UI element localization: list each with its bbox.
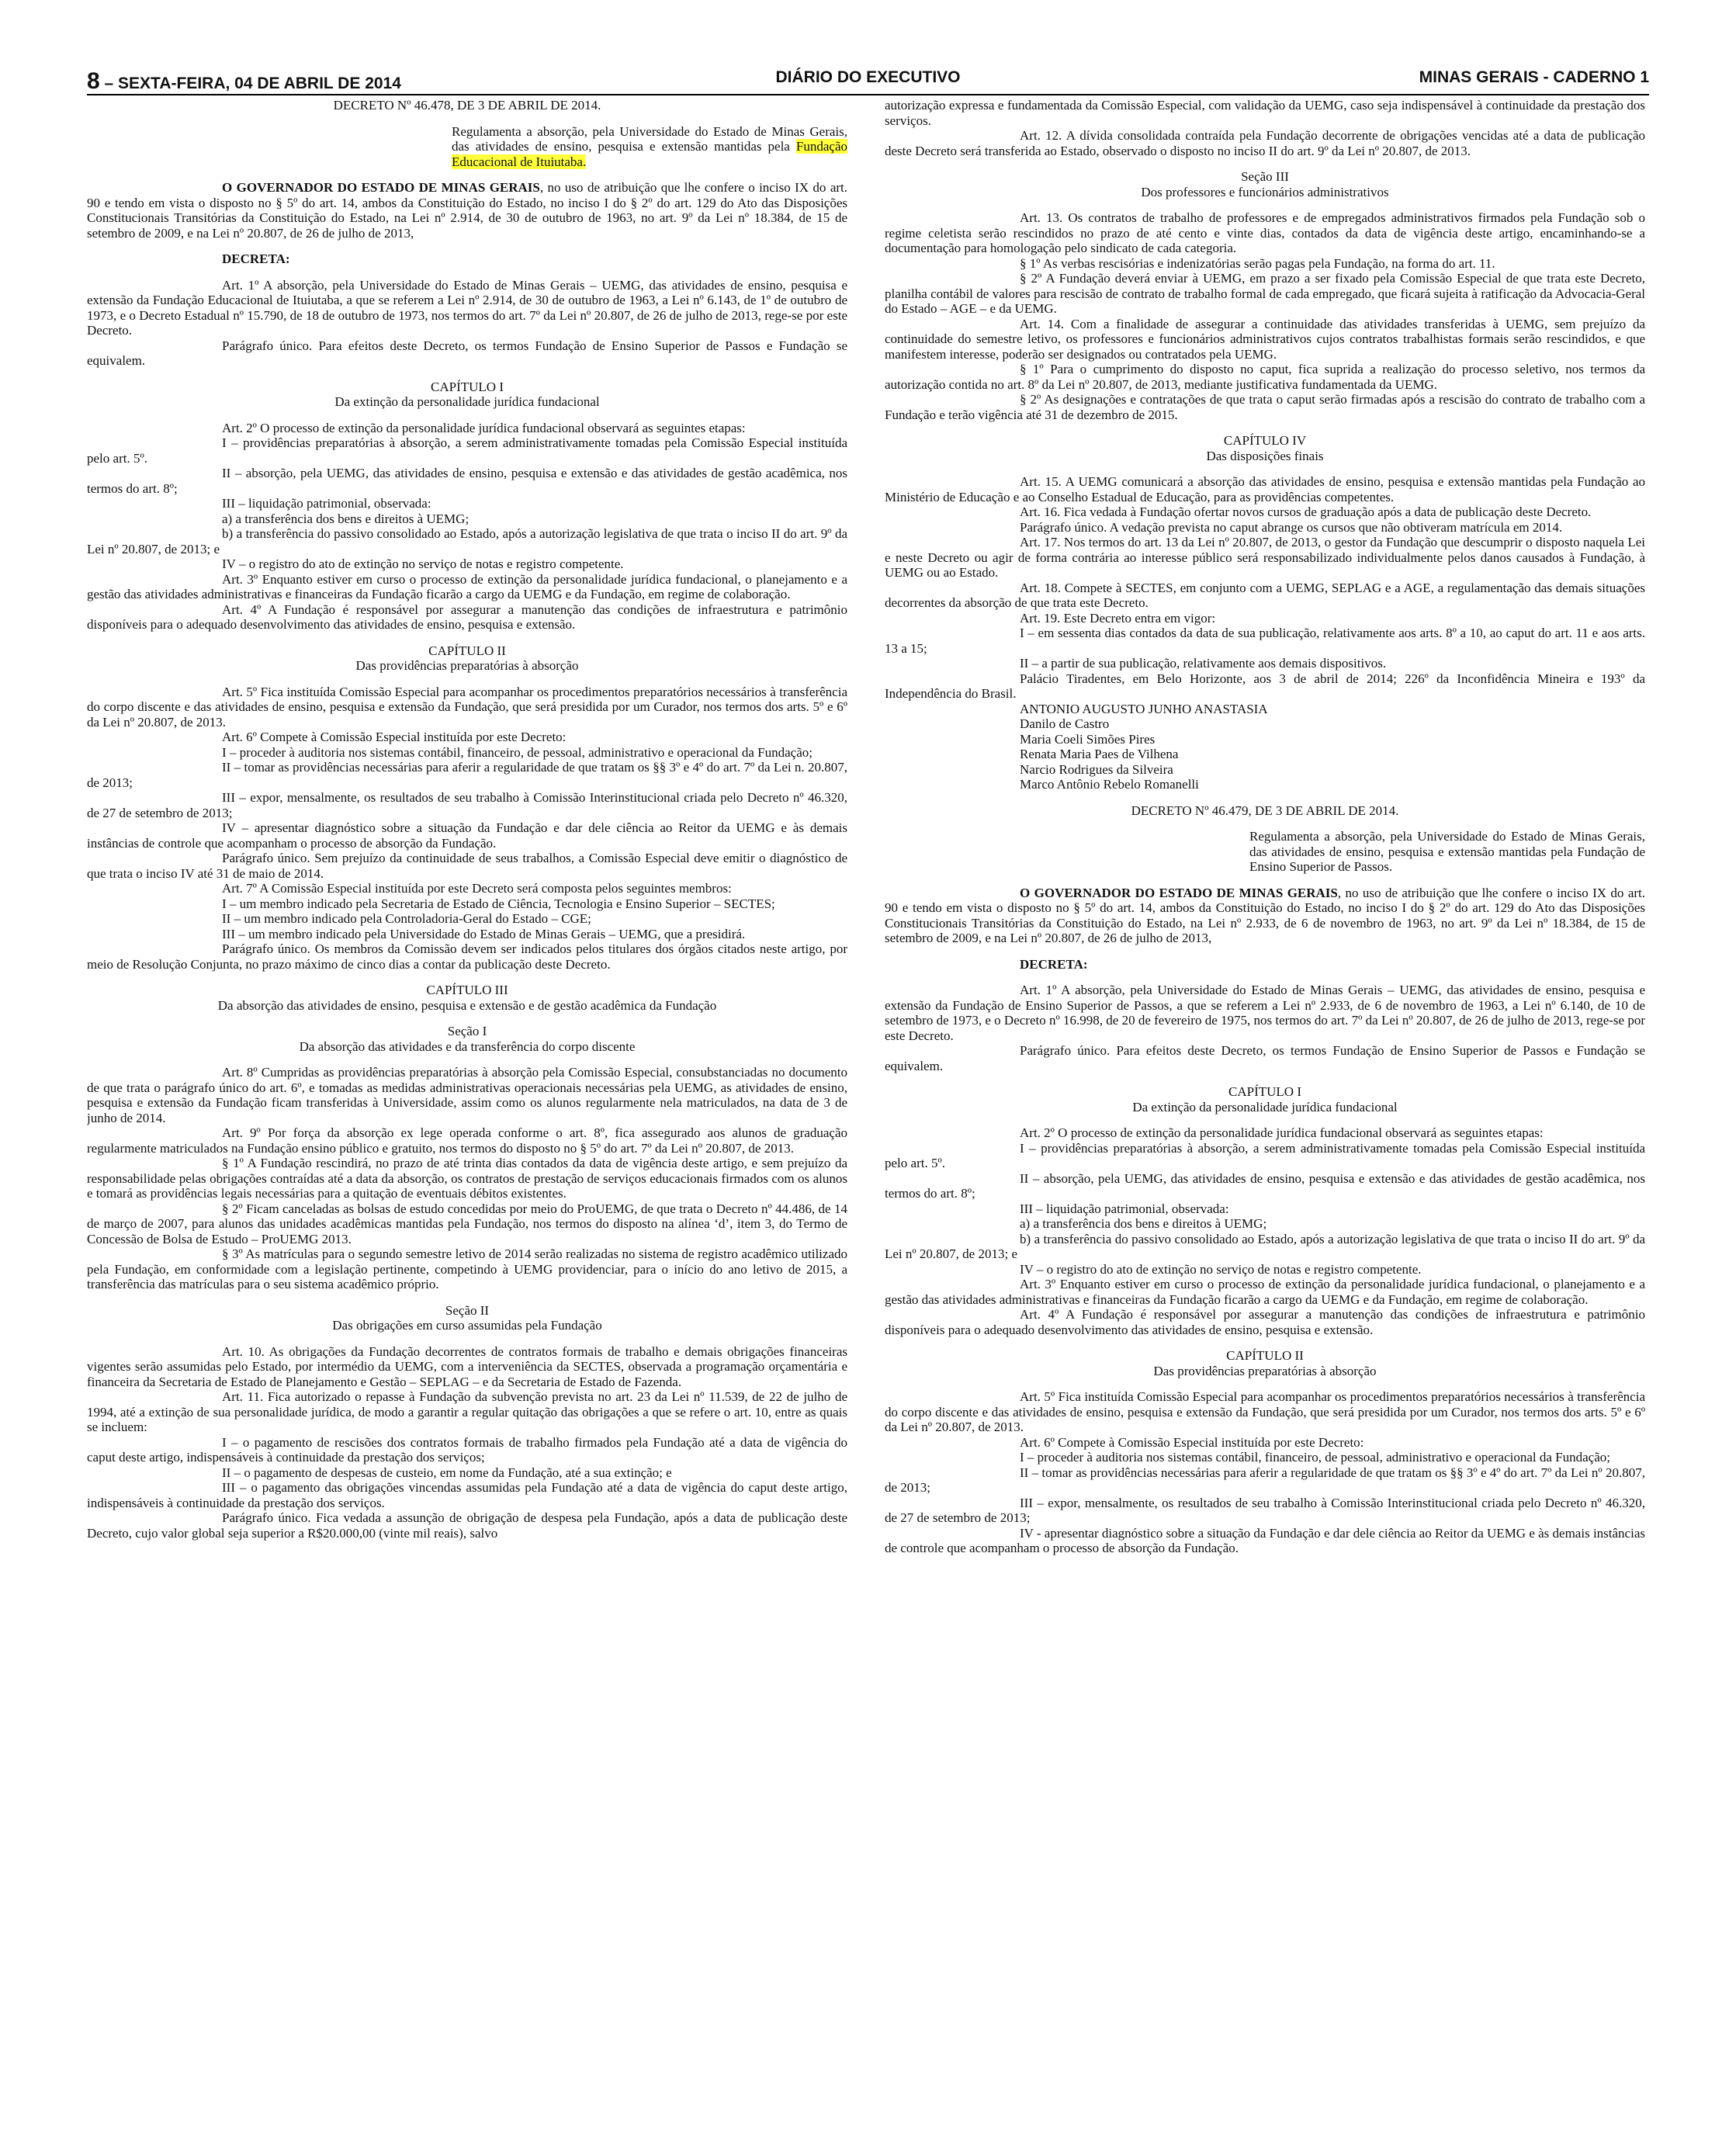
- article: Art. 4º A Fundação é responsável por assegurar a manutenção das condições de infraestrutura e patrimônio disponíveis para o adequado desenvolvimento das atividades de ensino, pesquisa e extensão.: [87, 601, 847, 632]
- article: Art. 6º Compete à Comissão Especial instituída por este Decreto:: [1020, 1434, 1364, 1450]
- ementa: Regulamenta a absorção, pela Universidade do Estado de Minas Gerais, das atividades de ensino, pesquisa e extensão mantidas pela Fundação de Ensino Superior de Passos.: [1249, 829, 1645, 874]
- header-rule: [87, 94, 1649, 95]
- chapter-heading: CAPÍTULO I: [1228, 1084, 1301, 1099]
- article: Art. 6º Compete à Comissão Especial instituída por este Decreto:: [222, 730, 567, 744]
- ementa-highlight: Fundação Educacional de Ituiutaba.: [452, 139, 847, 169]
- paragraph: § 2º A Fundação deverá enviar à UEMG, em prazo a ser fixado pela Comissão Especial de que trata este Decreto, planilha contábil de valores para rescisão de contrato de trabalho formal de cada empregado, que ficará sujeita à ratificação da Advocacia-Geral do Estado – AGE – e da UEMG.: [885, 271, 1645, 316]
- item: I – providências preparatórias à absorção, a serem administrativamente tomadas pela Comissão Especial instituída pelo art. 5º.: [885, 1140, 1645, 1170]
- item: I – um membro indicado pela Secretaria de Estado de Ciência, Tecnologia e Ensino Superior – SECTES;: [222, 896, 775, 911]
- signatory-name: Danilo de Castro: [1020, 716, 1110, 731]
- item: III – liquidação patrimonial, observada:: [1020, 1201, 1229, 1216]
- article: Art. 13. Os contratos de trabalho de professores e de empregados administrativos firmados pela Fundação sob o regime celetista serão rescindidos no prazo de até cento e vinte dias, contados da data de vigência deste artigo, encaminhando-se a documentação para homologação pelo sindicato de cada categoria.: [885, 210, 1645, 255]
- article: Art. 19. Este Decreto entra em vigor:: [1020, 610, 1216, 626]
- chapter-heading: CAPÍTULO II: [1226, 1348, 1304, 1363]
- section-heading: Seção III: [1241, 169, 1289, 184]
- ementa-text: Regulamenta a absorção, pela Universidade do Estado de Minas Gerais, das atividades de ensino, pesquisa e extensão mantidas pela: [452, 123, 847, 154]
- item: I – providências preparatórias à absorção, a serem administrativamente tomadas pela Comissão Especial instituída pelo art. 5º.: [87, 435, 847, 466]
- item: II – o pagamento de despesas de custeio, em nome da Fundação, até a sua extinção; e: [222, 1465, 672, 1480]
- paragraph: § 1º As verbas rescisórias e indenizatórias serão pagas pela Fundação, na forma do art. 11.: [1020, 255, 1495, 271]
- item: II – um membro indicado pela Controladoria-Geral do Estado – CGE;: [222, 911, 591, 926]
- chapter-heading: CAPÍTULO IV: [1223, 433, 1307, 448]
- article: Art. 3º Enquanto estiver em curso o processo de extinção da personalidade jurídica fundacional, o planejamento e a gestão das atividades administrativas e financeiras da Fundação ficarão a cargo da UEMG e da Fundação, em regime de colaboração.: [87, 571, 847, 601]
- article: Art. 12. A dívida consolidada contraída pela Fundação decorrente de obrigações vencidas até a data de publicação deste Decreto será transferida ao Estado, observado o disposto no inciso II do art. 9º da Lei nº 20.807, de 2013.: [885, 128, 1645, 158]
- chapter-title: Da absorção das atividades de ensino, pesquisa e extensão e de gestão acadêmica da Fundação: [217, 997, 717, 1013]
- signatory-name: ANTONIO AUGUSTO JUNHO ANASTASIA: [1020, 701, 1268, 716]
- article: Art. 18. Compete à SECTES, em conjunto com a UEMG, SEPLAG e a AGE, a regulamentação das demais situações decorrentes da absorção de que trata este Decreto.: [885, 580, 1645, 610]
- article: Art. 4º A Fundação é responsável por assegurar a manutenção das condições de infraestrutura e patrimônio disponíveis para o adequado desenvolvimento das atividades de ensino, pesquisa e extensão.: [885, 1307, 1645, 1337]
- article: Art. 1º A absorção, pela Universidade do Estado de Minas Gerais – UEMG, das atividades de ensino, pesquisa e extensão da Fundação Educacional de Ituiutaba, a que se referem a Lei nº 2.914, de 30 de outubro de 1963, a Lei nº 6.143, de 1º de outubro de 1973, e o Decreto Estadual nº 15.790, de 18 de outubro de 1973, nos termos do art. 7º da Lei nº 20.807, de 26 de julho de 2013, rege-se por este Decreto.: [87, 277, 847, 338]
- paragraph: Parágrafo único. A vedação prevista no caput abrange os cursos que não obtiveram matrícula em 2014.: [1020, 519, 1563, 535]
- preamble-text: , no uso de atribuição que lhe confere o inciso IX do art. 90 e tendo em vista o disposto no § 5º do art. 14, ambos da Constituição do Estado, no inciso I do § 2º do art. 129 do Ato das Disposições Constitucionais Transitórias da Constituição do Estado, na Lei nº 2.933, de 6 de novembro de 1963, no art. 9º da Lei nº 18.384, de 15 de setembro de 2009, e na Lei nº 20.807, de 26 de julho de 2013,: [885, 885, 1645, 945]
- article: Art. 10. As obrigações da Fundação decorrentes de contratos formais de trabalho e demais obrigações financeiras vigentes serão assumidas pelo Estado, por intermédio da UEMG, com a interveniência da SECTES, observada a programação orçamentária e financeira da Secretaria de Estado de Planejamento e Gestão – SEPLAG – e da Secretaria de Estado de Fazenda.: [87, 1343, 847, 1389]
- item: III – um membro indicado pela Universidade do Estado de Minas Gerais – UEMG, que a presidirá.: [222, 926, 746, 941]
- signatory-name: Renata Maria Paes de Vilhena: [1020, 747, 1179, 761]
- section-title: Da absorção das atividades e da transferência do corpo discente: [299, 1038, 636, 1054]
- section-heading: Seção II: [445, 1302, 490, 1318]
- paragraph: Parágrafo único. Sem prejuízo da continuidade de seus trabalhos, a Comissão Especial deve emitir o diagnóstico de que trata o inciso IV até 31 de maio de 2014.: [87, 851, 847, 881]
- left-column: [87, 98, 847, 2069]
- paragraph: § 2º As designações e contratações de que trata o caput serão firmadas após a rescisão do contrato de trabalho com a Fundação e terão vigência até 31 de dezembro de 2015.: [885, 392, 1645, 422]
- paragraph: Parágrafo único. Para efeitos deste Decreto, os termos Fundação de Ensino Superior de Passos e Fundação se equivalem.: [87, 338, 847, 368]
- preamble: [885, 886, 1645, 946]
- item: II – absorção, pela UEMG, das atividades de ensino, pesquisa e extensão e das atividades de gestão acadêmica, nos termos do art. 8º;: [885, 1170, 1645, 1201]
- chapter-title: Da extinção da personalidade jurídica fundacional: [1132, 1099, 1398, 1115]
- place-date: Palácio Tiradentes, em Belo Horizonte, aos 3 de abril de 2014; 226º da Inconfidência Mineira e 193º da Independência do Brasil.: [885, 671, 1645, 701]
- chapter-title: Das disposições finais: [1206, 448, 1324, 463]
- article: Art. 11. Fica autorizado o repasse à Fundação da subvenção prevista no art. 23 da Lei nº 11.539, de 22 de julho de 1994, até a extinção de sua personalidade jurídica, de modo a garantir a regular quitação das obrigações a que se refere o art. 10, entre as quais se incluem:: [87, 1389, 847, 1434]
- decree-title: DECRETO Nº 46.479, DE 3 DE ABRIL DE 2014.: [1131, 803, 1399, 818]
- right-column: [885, 98, 1645, 2069]
- article: Art. 8º Cumpridas as providências preparatórias à absorção pela Comissão Especial, consubstanciadas no documento de que trata o parágrafo único do art. 6º, e tomadas as medidas administrativas operacionais necessárias pela UEMG, as atividades de ensino, pesquisa e extensão da Fundação ficam transferidas à Universidade, assim como os alunos regularmente nela matriculados, na data de 3 de junho de 2014.: [87, 1065, 847, 1125]
- article: Art. 3º Enquanto estiver em curso o processo de extinção da personalidade jurídica fundacional, o planejamento e a gestão das atividades administrativas e financeiras da Fundação ficarão a cargo da UEMG e da Fundação, em regime de colaboração.: [885, 1277, 1645, 1307]
- chapter-heading: CAPÍTULO I: [431, 379, 504, 394]
- item: a) a transferência dos bens e direitos à UEMG;: [1020, 1216, 1267, 1231]
- article: Art. 5º Fica instituída Comissão Especial para acompanhar os procedimentos preparatórios necessários à transferência do corpo discente e das atividades de ensino, pesquisa e extensão da Fundação, que será presidida por um Curador, nos termos dos arts. 5º e 6º da Lei nº 20.807, de 2013.: [87, 684, 847, 730]
- signatory-name: Maria Coeli Simões Pires: [1020, 731, 1156, 747]
- page-header: [87, 68, 1649, 95]
- item: I – proceder à auditoria nos sistemas contábil, financeiro, de pessoal, administrativo e operacional da Fundação;: [1020, 1450, 1610, 1465]
- article: Art. 14. Com a finalidade de assegurar a continuidade das atividades transferidas à UEMG, sem prejuízo da continuidade do semestre letivo, os professores e funcionários administrativos cujos contratos trabalhistas formais serão rescindidos, e que manifestem interesse, poderão ser designados ou contratados pela UEMG.: [885, 316, 1645, 362]
- preamble-text: , no uso de atribuição que lhe confere o inciso IX do art. 90 e tendo em vista o disposto no § 5º do art. 14, ambos da Constituição do Estado, no inciso I do § 2º do art. 129 do Ato das Disposições Constitucionais Transitórias da Constituição do Estado, na Lei nº 2.914, de 30 de outubro de 1963, no art. 9º da Lei nº 18.384, de 15 de setembro de 2009, e na Lei nº 20.807, de 26 de julho de 2013,: [87, 180, 847, 241]
- article: Art. 9º Por força da absorção ex lege operada conforme o art. 8º, fica assegurado aos alunos de graduação regularmente matriculados na Fundação ensino público e gratuito, nos termos do disposto no § 5º do art. 7º da Lei nº 20.807, de 2013.: [87, 1125, 847, 1156]
- paragraph: Parágrafo único. Fica vedada a assunção de obrigação de despesa pela Fundação, após a data de publicação deste Decreto, cujo valor global seja superior a R$20.000,00 (vinte mil reais), salvo: [87, 1510, 847, 1541]
- paragraph: § 1º Para o cumprimento do disposto no caput, fica suprida a realização do processo seletivo, nos termos da autorização contida no art. 8º da Lei nº 20.807, de 2013, mediante justificativa fundamentada da UEMG.: [885, 362, 1645, 392]
- preamble: [87, 180, 847, 241]
- item: b) a transferência do passivo consolidado ao Estado, após a autorização legislativa de que trata o inciso II do art. 9º da Lei nº 20.807, de 2013; e: [87, 526, 847, 556]
- item: III – o pagamento das obrigações vincendas assumidas pela Fundação até a data de vigência do caput deste artigo, indispensáveis à continuidade da prestação dos serviços.: [87, 1480, 847, 1510]
- item: I – o pagamento de rescisões dos contratos formais de trabalho firmados pela Fundação até a data de vigência do caput deste artigo, indispensáveis à continuidade da prestação dos serviços;: [87, 1434, 847, 1465]
- section-title: Das obrigações em curso assumidas pela Fundação: [332, 1318, 602, 1333]
- signatory-name: Narcio Rodrigues da Silveira: [1020, 761, 1173, 777]
- item: b) a transferência do passivo consolidado ao Estado, após a autorização legislativa de que trata o inciso II do art. 9º da Lei nº 20.807, de 2013; e: [885, 1231, 1645, 1261]
- item: IV – o registro do ato de extinção no serviço de notas e registro competente.: [1020, 1261, 1422, 1277]
- chapter-title: Das providências preparatórias à absorção: [1153, 1363, 1377, 1378]
- article: Art. 17. Nos termos do art. 13 da Lei nº 20.807, de 2013, o gestor da Fundação que descumprir o disposto naquela Lei e neste Decreto ou agir de forma contrária ao interesse público será responsabilizado individualmente pelos danos causados à Fundação, à UEMG ou ao Estado.: [885, 535, 1645, 580]
- governor: O GOVERNADOR DO ESTADO DE MINAS GERAIS: [222, 180, 540, 195]
- paragraph: § 1º A Fundação rescindirá, no prazo de até trinta dias contados da data de vigência deste artigo, e sem prejuízo da responsabilidade pelas obrigações contraídas até a data da absorção, os contratos de prestação de serviços educacionais firmados com os alunos e tomará as providências legais necessárias para a quitação de eventuais débitos existentes.: [87, 1156, 847, 1201]
- item: III – liquidação patrimonial, observada:: [222, 496, 431, 511]
- article: Art. 16. Fica vedada à Fundação ofertar novos cursos de graduação após a data de publicação deste Decreto.: [1020, 504, 1592, 519]
- item: IV - apresentar diagnóstico sobre a situação da Fundação e dar dele ciência ao Reitor da UEMG e às demais instâncias de controle que acompanham o processo de absorção da Fundação.: [885, 1525, 1645, 1555]
- article: Art. 2º O processo de extinção da personalidade jurídica fundacional observará as seguintes etapas:: [1020, 1125, 1544, 1140]
- decreta-label: DECRETA:: [1020, 956, 1088, 972]
- ementa: [452, 124, 847, 170]
- header-section: MINAS GERAIS - CADERNO 1: [1419, 68, 1649, 86]
- signatures: [885, 702, 1645, 792]
- decreta: [885, 957, 1645, 972]
- item: III – expor, mensalmente, os resultados de seu trabalho à Comissão Interinstitucional criada pelo Decreto nº 46.320, de 27 de setembro de 2013;: [885, 1495, 1645, 1525]
- paragraph: Parágrafo único. Os membros da Comissão devem ser indicados pelos titulares dos órgãos citados neste artigo, por meio de Resolução Conjunta, no prazo máximo de cinco dias a contar da publicação deste Decreto.: [87, 941, 847, 972]
- chapter-heading: CAPÍTULO III: [426, 983, 508, 997]
- item: II – absorção, pela UEMG, das atividades de ensino, pesquisa e extensão e das atividades de gestão acadêmica, nos termos do art. 8º;: [87, 466, 847, 496]
- chapter-title: Da extinção da personalidade jurídica fundacional: [334, 394, 600, 409]
- page-number: 8: [87, 68, 100, 94]
- chapter-heading: CAPÍTULO II: [428, 643, 506, 658]
- item: II – a partir de sua publicação, relativamente aos demais dispositivos.: [1020, 656, 1387, 671]
- item: IV – apresentar diagnóstico sobre a situação da Fundação e dar dele ciência ao Reitor da UEMG e às demais instâncias de controle que acompanham o processo de absorção da Fundação.: [87, 820, 847, 851]
- item: II – tomar as providências necessárias para aferir a regularidade de que tratam os §§ 3º e 4º do art. 7º da Lei n. 20.807, de 2013;: [87, 760, 847, 790]
- article: Art. 1º A absorção, pela Universidade do Estado de Minas Gerais – UEMG, das atividades de ensino, pesquisa e extensão da Fundação de Ensino Superior de Passos, a que se referem a Lei nº 2.933, de 6 de novembro de 1963, a Lei nº 6.140, de 10 de setembro de 1973, e o Decreto nº 16.998, de 20 de fevereiro de 1975, nos termos do art. 7º da Lei nº 20.807, de 26 de julho de 2013, rege-se por este Decreto.: [885, 983, 1645, 1043]
- item: I – em sessenta dias contados da data de sua publicação, relativamente aos arts. 8º a 10, ao caput do art. 11 e aos arts. 13 a 15;: [885, 626, 1645, 656]
- decreta-label: DECRETA:: [222, 251, 290, 266]
- decreta: [87, 251, 847, 267]
- header-title: DIÁRIO DO EXECUTIVO: [775, 68, 961, 86]
- article: Art. 15. A UEMG comunicará a absorção das atividades de ensino, pesquisa e extensão mantidas pela Fundação ao Ministério de Educação e ao Conselho Estadual de Educação, para as providências competentes.: [885, 474, 1645, 504]
- section-title: Dos professores e funcionários administrativos: [1141, 184, 1389, 199]
- paragraph: § 3º As matrículas para o segundo semestre letivo de 2014 serão realizadas no sistema de registro acadêmico utilizado pela Fundação, em conformidade com a legislação pertinente, competindo à UEMG providenciar, para o início do ano letivo de 2015, a transferência das matrículas para o seu sistema acadêmico próprio.: [87, 1246, 847, 1291]
- item: I – proceder à auditoria nos sistemas contábil, financeiro, de pessoal, administrativo e operacional da Fundação;: [222, 744, 813, 760]
- section-heading: Seção I: [447, 1024, 487, 1038]
- governor: O GOVERNADOR DO ESTADO DE MINAS GERAIS: [1020, 885, 1338, 900]
- item: II – tomar as providências necessárias para aferir a regularidade de que tratam os §§ 3º e 4º do art. 7º da Lei nº 20.807, de 2013;: [885, 1465, 1645, 1495]
- decree-title: DECRETO Nº 46.478, DE 3 DE ABRIL DE 2014.: [333, 98, 601, 113]
- item: a) a transferência dos bens e direitos à UEMG;: [222, 511, 470, 526]
- article: Art. 2º O processo de extinção da personalidade jurídica fundacional observará as seguintes etapas:: [222, 420, 746, 435]
- article: Art. 5º Fica instituída Comissão Especial para acompanhar os procedimentos preparatórios necessários à transferência do corpo discente e das atividades de ensino, pesquisa e extensão da Fundação, que será presidida por um Curador, nos termos dos arts. 5º e 6º da Lei nº 20.807, de 2013.: [885, 1389, 1645, 1434]
- item: IV – o registro do ato de extinção no serviço de notas e registro competente.: [222, 556, 624, 571]
- chapter-title: Das providências preparatórias à absorção: [355, 658, 579, 673]
- continuation: autorização expressa e fundamentada da Comissão Especial, com validação da UEMG, caso seja indispensável à continuidade da prestação dos serviços.: [885, 98, 1645, 128]
- header-date: – SEXTA-FEIRA, 04 DE ABRIL DE 2014: [99, 75, 401, 92]
- paragraph: Parágrafo único. Para efeitos deste Decreto, os termos Fundação de Ensino Superior de Passos e Fundação se equivalem.: [885, 1043, 1645, 1073]
- signatory-name: Marco Antônio Rebelo Romanelli: [1020, 777, 1199, 792]
- article: Art. 7º A Comissão Especial instituída por este Decreto será composta pelos seguintes membros:: [222, 881, 732, 896]
- item: III – expor, mensalmente, os resultados de seu trabalho à Comissão Interinstitucional criada pelo Decreto nº 46.320, de 27 de setembro de 2013;: [87, 790, 847, 820]
- paragraph: § 2º Ficam canceladas as bolsas de estudo concedidas por meio do ProUEMG, de que trata o Decreto nº 44.486, de 14 de março de 2007, para alunos das unidades acadêmicas mantidas pela Fundação, nos termos do disposto na alínea ‘d’, item 3, do Termo de Concessão de Bolsa de Estudo – ProUEMG 2013.: [87, 1201, 847, 1246]
